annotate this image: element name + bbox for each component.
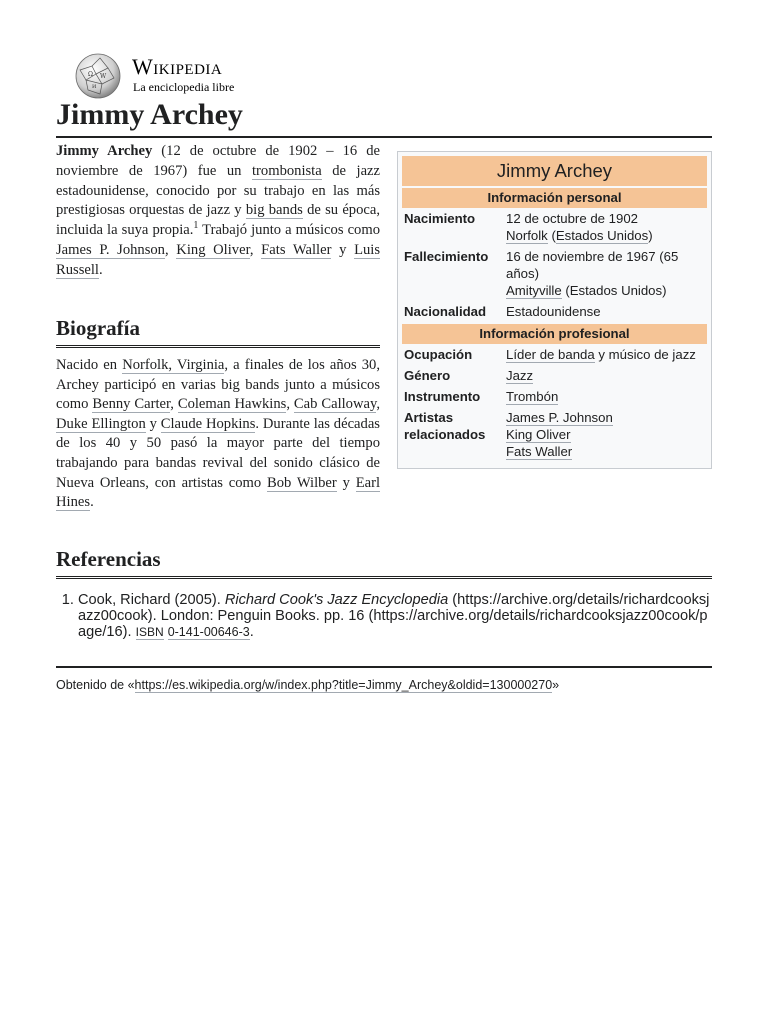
- infobox-row-artistas: [402, 407, 707, 462]
- link-coleman-hawkins[interactable]: Coleman Hawkins: [177, 396, 287, 413]
- reference-list: [56, 592, 712, 640]
- infobox-value: Estadounidense: [506, 304, 601, 319]
- link-norfolk-virginia[interactable]: Norfolk, Virginia: [122, 357, 225, 373]
- link-lider-de-banda[interactable]: Líder de banda: [506, 347, 595, 362]
- ref-text: . London: Penguin Books. pp.: [152, 608, 349, 624]
- footnote-link[interactable]: 1: [193, 220, 199, 232]
- bio-text: y: [145, 415, 161, 432]
- svg-text:W: W: [100, 73, 107, 80]
- svg-text:И: И: [92, 84, 97, 90]
- link-fats-waller[interactable]: Fats Waller: [261, 241, 332, 258]
- link-artist-king-oliver[interactable]: King Oliver: [506, 427, 571, 442]
- lead-text: ,: [249, 241, 262, 258]
- lead-subject: Jimmy Archey: [56, 143, 153, 159]
- section-heading-referencias: Referencias: [56, 545, 712, 579]
- footer-source: [56, 678, 559, 692]
- wikipedia-wordmark: Wikipedia: [132, 54, 223, 79]
- infobox-value: [506, 409, 707, 460]
- infobox-row-ocupacion: [402, 344, 707, 365]
- infobox: [397, 151, 712, 469]
- isbn-value-link[interactable]: 0-141-00646-3: [167, 625, 250, 639]
- lead-text: Trabajó junto a músicos como: [198, 222, 380, 239]
- bio-text: ,: [170, 396, 178, 413]
- lead-text: .: [98, 261, 103, 278]
- link-artist-fats-waller[interactable]: Fats Waller: [506, 444, 573, 459]
- footer-prefix: Obtenido de «: [56, 678, 135, 692]
- birth-date: 12 de octubre de 1902: [506, 211, 638, 226]
- occupation-rest: y músico de jazz: [594, 347, 696, 362]
- infobox-label: Instrumento: [404, 389, 481, 404]
- infobox-value: [506, 388, 707, 405]
- infobox-value: [506, 346, 707, 363]
- lead-text: (12 de octubre de 1902 – 16 de noviembre de 1967) fue un: [56, 143, 380, 179]
- infobox-label: Ocupación: [404, 347, 473, 362]
- biografia-paragraph: [56, 356, 380, 513]
- link-estados-unidos[interactable]: Estados Unidos: [555, 228, 649, 243]
- infobox-label: Fallecimiento: [404, 249, 489, 264]
- ref-text: .: [127, 624, 136, 640]
- death-country: (Estados Unidos): [565, 283, 667, 298]
- section-heading-biografia: Biografía: [56, 314, 380, 348]
- link-james-p-johnson[interactable]: James P. Johnson: [56, 241, 165, 258]
- infobox-label: Nacimiento: [404, 211, 476, 226]
- bio-text: .: [90, 494, 94, 511]
- link-duke-ellington[interactable]: Duke Ellington: [56, 415, 146, 432]
- infobox-label: Género: [404, 368, 451, 383]
- link-earl-hines[interactable]: Earl Hines: [56, 474, 380, 511]
- link-artist-james-p-johnson[interactable]: James P. Johnson: [506, 410, 613, 425]
- footer-permalink[interactable]: https://es.wikipedia.org/w/index.php?title=Jimmy_Archey&oldid=130000270: [134, 678, 553, 692]
- link-trombonista[interactable]: trombonista: [252, 162, 322, 179]
- link-luis-russell[interactable]: Luis Russell: [56, 241, 381, 278]
- infobox-row-genero: [402, 365, 707, 386]
- bio-text: , a finales de los años 30, Archey participó en varias big bands junto a músicos como: [56, 357, 381, 413]
- bio-text: ,: [376, 396, 380, 413]
- ref-text: .: [249, 624, 254, 640]
- bio-text: . Durante las décadas de los 40 y 50 pasó la mayor parte del tiempo trabajando para bandas revival del sonido clásico de Nueva Orleans, con artistas como: [56, 415, 380, 491]
- link-amityville[interactable]: Amityville: [506, 283, 562, 298]
- lead-text: y: [331, 241, 355, 258]
- reference-item: [78, 592, 712, 640]
- infobox-row-nacimiento: [402, 208, 707, 246]
- link-benny-carter[interactable]: Benny Carter: [92, 396, 171, 413]
- infobox-row-nacionalidad: [402, 301, 707, 322]
- link-jazz[interactable]: Jazz: [506, 368, 534, 383]
- link-norfolk[interactable]: Norfolk: [506, 228, 548, 243]
- wikipedia-tagline: La enciclopedia libre: [133, 80, 235, 94]
- ref-title-link[interactable]: Richard Cook's Jazz Encyclopedia: [224, 592, 449, 608]
- link-cab-calloway[interactable]: Cab Calloway: [293, 396, 377, 413]
- wikipedia-globe-icon: [74, 52, 122, 100]
- link-bob-wilber[interactable]: Bob Wilber: [266, 474, 337, 491]
- bio-text: ,: [286, 396, 294, 413]
- link-big-bands[interactable]: big bands: [245, 202, 303, 219]
- bio-text: Nacido en: [56, 357, 123, 373]
- infobox-title: Jimmy Archey: [402, 156, 707, 186]
- infobox-value: [506, 367, 707, 384]
- bio-text: y: [336, 474, 356, 491]
- infobox-value: [506, 248, 707, 299]
- lead-text: de jazz estadounidense, conocido por su trabajo en las más prestigiosas orquestas de jazz y: [56, 162, 381, 219]
- ref-page-link[interactable]: 16 (https://archive.org/details/richardcooksjazz00cook/page/16): [78, 608, 708, 640]
- infobox-label: Nacionalidad: [404, 304, 487, 319]
- death-date: 16 de noviembre de 1967 (65 años): [506, 249, 679, 281]
- footer-suffix: »: [552, 678, 560, 692]
- ref-url-link[interactable]: (https://archive.org/details/richardcooksjazz00cook): [78, 592, 710, 624]
- isbn-link[interactable]: ISBN: [135, 625, 164, 639]
- page-title: Jimmy Archey: [56, 96, 712, 138]
- footer-divider: [56, 666, 712, 668]
- infobox-row-fallecimiento: [402, 246, 707, 301]
- link-trombon[interactable]: Trombón: [506, 389, 559, 404]
- infobox-section-profesional: Información profesional: [402, 324, 707, 344]
- infobox-value: 12 de octubre de 1902 Norfolk (Estados Unidos): [506, 210, 707, 244]
- wikipedia-logo[interactable]: [74, 52, 274, 100]
- lead-paragraph: [56, 142, 380, 281]
- svg-text:Ω: Ω: [88, 71, 93, 78]
- lead-text: ,: [164, 241, 177, 258]
- infobox-label: Artistas relacionados: [404, 410, 486, 442]
- infobox-row-instrumento: [402, 386, 707, 407]
- ref-text: Cook, Richard (2005).: [78, 592, 225, 608]
- link-king-oliver[interactable]: King Oliver: [176, 241, 250, 258]
- lead-text: de su época, incluida la suya propia.: [56, 202, 380, 239]
- link-claude-hopkins[interactable]: Claude Hopkins: [160, 415, 256, 432]
- infobox-section-personal: Información personal: [402, 188, 707, 208]
